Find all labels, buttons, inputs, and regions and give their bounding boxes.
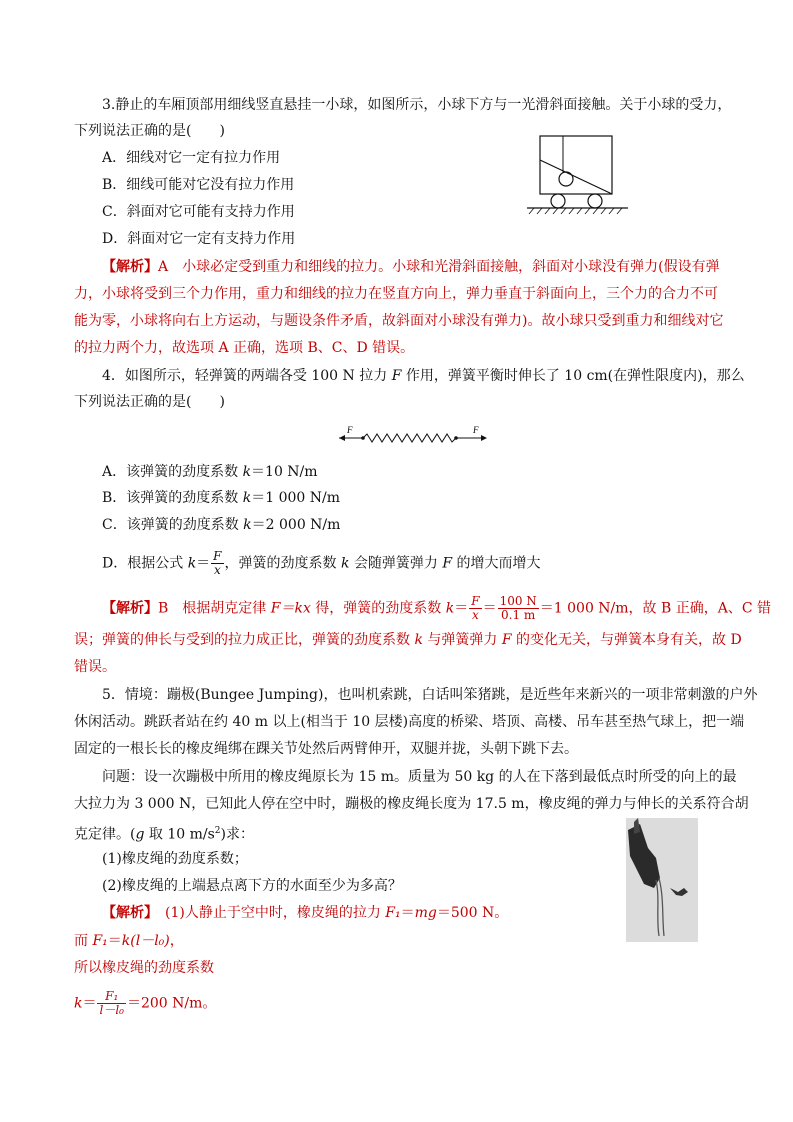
wheel-right xyxy=(588,194,602,208)
q5-answer-line1: 【解析】 (1)人静止于空中时，橡皮绳的拉力 F₁＝mg＝500 N。 xyxy=(102,905,509,921)
q3-option-c: C．斜面对它可能有支持力作用 xyxy=(102,204,295,220)
q4-stem-line2: 下列说法正确的是( ) xyxy=(74,394,225,410)
incline-line xyxy=(540,160,612,194)
q5-answer-line2: 而 F₁＝k(l－l₀)， xyxy=(74,933,184,949)
q3-option-b: B．细线可能对它没有拉力作用 xyxy=(102,177,295,193)
q4-answer-line2: 误；弹簧的伸长与受到的拉力成正比，弹簧的劲度系数 k 与弹簧弹力 F 的变化无关，与弹簧本身有关，故 D xyxy=(74,632,742,648)
q3-stem-line1: 3.静止的车厢顶部用细线竖直悬挂一小球，如图所示，小球下方与一光滑斜面接触。关于小球的受力， xyxy=(102,97,732,113)
q5-problem-line3: 克定律。(g 取 10 $m/s^2$)求： xyxy=(74,826,254,843)
answer-fraction: $\frac{\text{F₁}}{\text{l－l₀}}$ xyxy=(99,989,124,1017)
q5-answer-line3: 所以橡皮绳的劲度系数 xyxy=(74,960,214,976)
q3-stem-line2: 下列说法正确的是( ) xyxy=(74,123,225,139)
answer-tag: 【解析】 xyxy=(102,905,151,921)
bungee-photo xyxy=(626,818,698,942)
q3-answer-line2: 力，小球将受到三个力作用，重力和细线的拉力在竖直方向上，弹力垂直于斜面向上，三个力的合力不可 xyxy=(74,286,718,302)
answer-fraction: $\frac{F}{x}$ xyxy=(471,594,480,622)
q5-problem-line2: 大拉力为 3 000 N，已知此人停在空中时，蹦极的橡皮绳长度为 17.5 m，橡皮绳的弹力与伸长的关系符合胡 xyxy=(74,796,749,812)
arrow-right-head xyxy=(481,435,487,441)
q5-answer-line4: k＝ $\frac{\text{F₁}}{\text{l－l₀}}$ ＝200 N/m。 xyxy=(74,989,217,1017)
q4-option-c: C．该弹簧的劲度系数 k＝2 000 N/m xyxy=(102,517,341,533)
wheel-left xyxy=(551,194,565,208)
q3-answer-line4: 的拉力两个力，故选项 A 正确，选项 B、C、D 错误。 xyxy=(74,340,415,356)
ground-hatching xyxy=(529,208,622,214)
arrow-left-head xyxy=(339,435,345,441)
answer-fraction-values: $\frac{100 N}{0.1 m}$ xyxy=(499,594,537,622)
answer-tag: 【解析】 xyxy=(102,259,158,275)
q4-option-a: A．该弹簧的劲度系数 k＝10 N/m xyxy=(102,464,318,480)
q5-subquestion-2: (2)橡皮绳的上端悬点离下方的水面至少为多高？ xyxy=(102,878,402,894)
q5-intro-line3: 固定的一根长长的橡皮绳绑在踝关节处然后两臂伸开，双腿并拢，头朝下跳下去。 xyxy=(74,741,578,757)
q4-option-d: D．根据公式 k＝ $\frac{F}{x}$ ，弹簧的劲度系数 k 会随弹簧弹力 F 的增大而增大 xyxy=(102,549,541,577)
q5-intro-line2: 休闲活动。跳跃者站在约 40 m 以上(相当于 10 层楼)高度的桥梁、塔顶、高楼、吊车甚至热气球上，把一端 xyxy=(74,714,745,730)
force-label-left: F xyxy=(347,425,353,435)
formula-fraction: $\frac{F}{x}$ xyxy=(213,549,222,577)
q4-answer-line3: 错误。 xyxy=(74,659,116,675)
q3-carriage-figure xyxy=(525,128,630,216)
q3-answer-line1: 【解析】A 小球必定受到重力和细线的拉力。小球和光滑斜面接触，斜面对小球没有弹力(假设有弹 xyxy=(102,259,720,275)
q5-intro-line1: 5．情境：蹦极(Bungee Jumping)，也叫机索跳，白话叫笨猪跳，是近些年来新兴的一项非常刺激的户外 xyxy=(102,687,758,703)
q4-stem-line1: 4．如图所示，轻弹簧的两端各受 100 N 拉力 F 作用，弹簧平衡时伸长了 10 cm(在弹性限度内)，那么 xyxy=(102,368,745,384)
force-label-right: F xyxy=(473,425,479,435)
q4-option-b: B．该弹簧的劲度系数 k＝1 000 N/m xyxy=(102,490,341,506)
q4-answer-line1: 【解析】B 根据胡克定律 F＝kx 得，弹簧的劲度系数 k＝ $\frac{F}{x}$ ＝ $\frac{100 N}{0.1 m}$ ＝1 000 N/m，故 B 正确，A、C 错 xyxy=(102,594,772,622)
q5-subquestion-1: (1)橡皮绳的劲度系数； xyxy=(102,851,248,867)
q3-option-d: D．斜面对它一定有支持力作用 xyxy=(102,231,296,247)
answer-tag: 【解析】 xyxy=(102,600,158,617)
q3-answer-line3: 能为零，小球将向右上方运动，与题设条件矛盾，故斜面对小球没有弹力)。故小球只受到重力和细线对它 xyxy=(74,313,724,329)
spring-coil xyxy=(363,434,456,442)
q4-spring-figure xyxy=(335,424,491,446)
q3-option-a: A．细线对它一定有拉力作用 xyxy=(102,150,281,166)
q5-problem-line1: 问题：设一次蹦极中所用的橡皮绳原长为 15 m。质量为 50 kg 的人在下落到最低点时所受的向上的最 xyxy=(102,769,737,785)
